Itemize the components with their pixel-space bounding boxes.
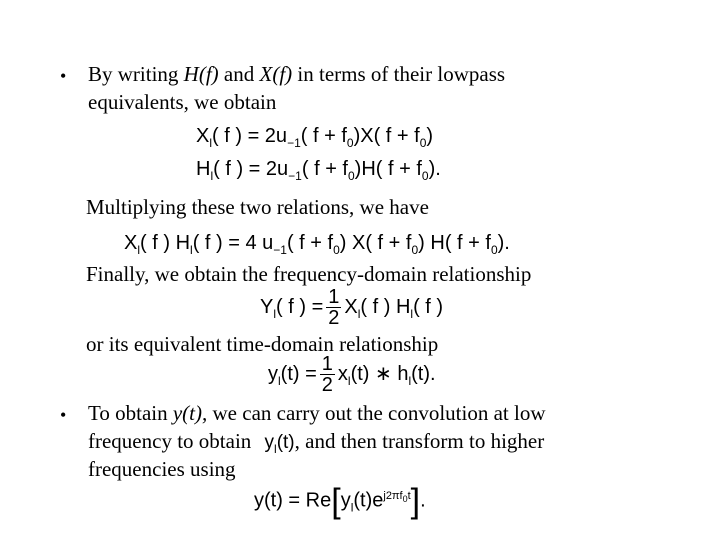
eq-subscript: l	[347, 373, 351, 388]
paragraph-2-line-3: frequencies using	[88, 457, 236, 481]
equation-yl-freq	[260, 287, 443, 328]
eq-term: ( f ) H	[140, 232, 191, 254]
eq-term: ( f ) = 4 u	[192, 232, 274, 254]
text-segment: and	[218, 62, 260, 86]
paragraph-2-line-1	[88, 400, 546, 427]
eq-term: t	[407, 490, 411, 502]
eq-subscript: 0	[411, 243, 419, 257]
eq-term: )	[426, 125, 434, 147]
text-segment: frequency to obtain	[88, 429, 252, 453]
eq-term: j2πf	[383, 490, 403, 502]
eq-term: ( f ) H	[360, 295, 411, 318]
eq-term: ) H( f + f	[418, 232, 491, 254]
fraction-one-half	[326, 287, 341, 328]
text-segment: To obtain	[88, 401, 173, 425]
paragraph-1-line-2: equivalents, we obtain	[88, 90, 277, 114]
eq-subscript: 0	[333, 243, 340, 257]
y-of-t: y(t),	[172, 401, 208, 425]
eq-term: ( f )	[212, 125, 243, 147]
inline-yl-of-t	[264, 432, 295, 456]
eq-subscript: l	[209, 136, 213, 150]
eq-term: X	[196, 125, 210, 147]
left-bracket: [	[331, 482, 341, 521]
equation-y-of-t	[254, 484, 426, 520]
h-of-f: H(f)	[183, 62, 219, 86]
eq-term: )X( f + f	[353, 125, 420, 147]
equation-xl	[196, 124, 433, 155]
equation-product	[124, 231, 510, 262]
fraction-denominator: 2	[328, 307, 340, 329]
eq-term: )H( f + f	[354, 158, 422, 180]
text-segment: By writing	[88, 62, 184, 86]
text-segment: in terms of their lowpass	[292, 62, 506, 86]
eq-term: y(t) = Re	[254, 489, 332, 512]
eq-subscript: 0	[346, 136, 354, 150]
fraction-numerator: 1	[328, 286, 340, 308]
eq-term: H	[196, 158, 211, 180]
eq-term: = 2u	[242, 125, 288, 147]
eq-subscript: −1	[288, 169, 302, 183]
fraction-one-half	[320, 354, 335, 395]
eq-subscript: l	[357, 306, 361, 321]
right-bracket: ]	[410, 482, 421, 521]
text-time-domain: or its equivalent time-domain relationship	[86, 332, 439, 356]
eq-subscript: l	[190, 243, 193, 257]
text-multiplying: Multiplying these two relations, we have	[86, 195, 429, 219]
eq-subscript: −1	[273, 243, 287, 257]
eq-subscript: 0	[347, 169, 355, 183]
text-segment: we can carry out the convolution at low	[207, 401, 546, 425]
text-segment: , and then transform to higher	[294, 429, 545, 453]
eq-subscript: l	[408, 373, 412, 388]
bullet-marker: •	[60, 405, 67, 425]
eq-term: ( f + f	[286, 232, 334, 254]
eq-term: x	[337, 362, 348, 385]
fraction-numerator: 1	[321, 353, 333, 375]
eq-term: X	[124, 232, 138, 254]
eq-term: Y	[260, 295, 274, 318]
equation-hl	[196, 157, 441, 188]
eq-subscript: 0	[490, 243, 498, 257]
fraction-denominator: 2	[321, 374, 333, 396]
bullet-marker: •	[60, 66, 67, 86]
eq-term: (t)e	[353, 489, 384, 512]
eq-term: (t) =	[280, 362, 317, 385]
eq-term: ( f )	[213, 158, 244, 180]
eq-term: (t).	[411, 362, 436, 385]
eq-term: X	[344, 295, 358, 318]
eq-term: .	[420, 489, 426, 512]
text-finally: Finally, we obtain the frequency-domain relationship	[86, 262, 532, 286]
x-of-f: X(f)	[259, 62, 293, 86]
eq-subscript: −1	[287, 136, 301, 150]
eq-subscript: l	[274, 441, 277, 456]
exponent	[383, 490, 411, 505]
eq-subscript: 0	[402, 494, 408, 505]
eq-term: y	[340, 489, 351, 512]
eq-term: y	[268, 362, 278, 385]
eq-term: ( f )	[413, 295, 444, 318]
eq-term: y	[264, 432, 275, 453]
paragraph-1-line-1	[88, 61, 505, 88]
eq-subscript: l	[273, 306, 277, 321]
eq-term: ( f + f	[301, 158, 348, 180]
eq-subscript: 0	[419, 136, 427, 150]
eq-term: ( f + f	[300, 125, 347, 147]
eq-subscript: l	[410, 306, 414, 321]
eq-subscript: l	[137, 243, 141, 257]
eq-subscript: l	[350, 500, 354, 515]
eq-term: ).	[497, 232, 510, 254]
eq-subscript: l	[210, 169, 214, 183]
eq-subscript: 0	[421, 169, 429, 183]
eq-term: ).	[428, 158, 441, 180]
eq-subscript: l	[278, 373, 281, 388]
eq-term: ) X( f + f	[339, 232, 412, 254]
eq-term: (t) ∗ h	[350, 362, 409, 385]
eq-term: = 2u	[243, 158, 289, 180]
eq-term: ( f ) =	[276, 295, 324, 318]
equation-yl-time	[268, 354, 436, 395]
eq-term: (t)	[276, 432, 295, 453]
